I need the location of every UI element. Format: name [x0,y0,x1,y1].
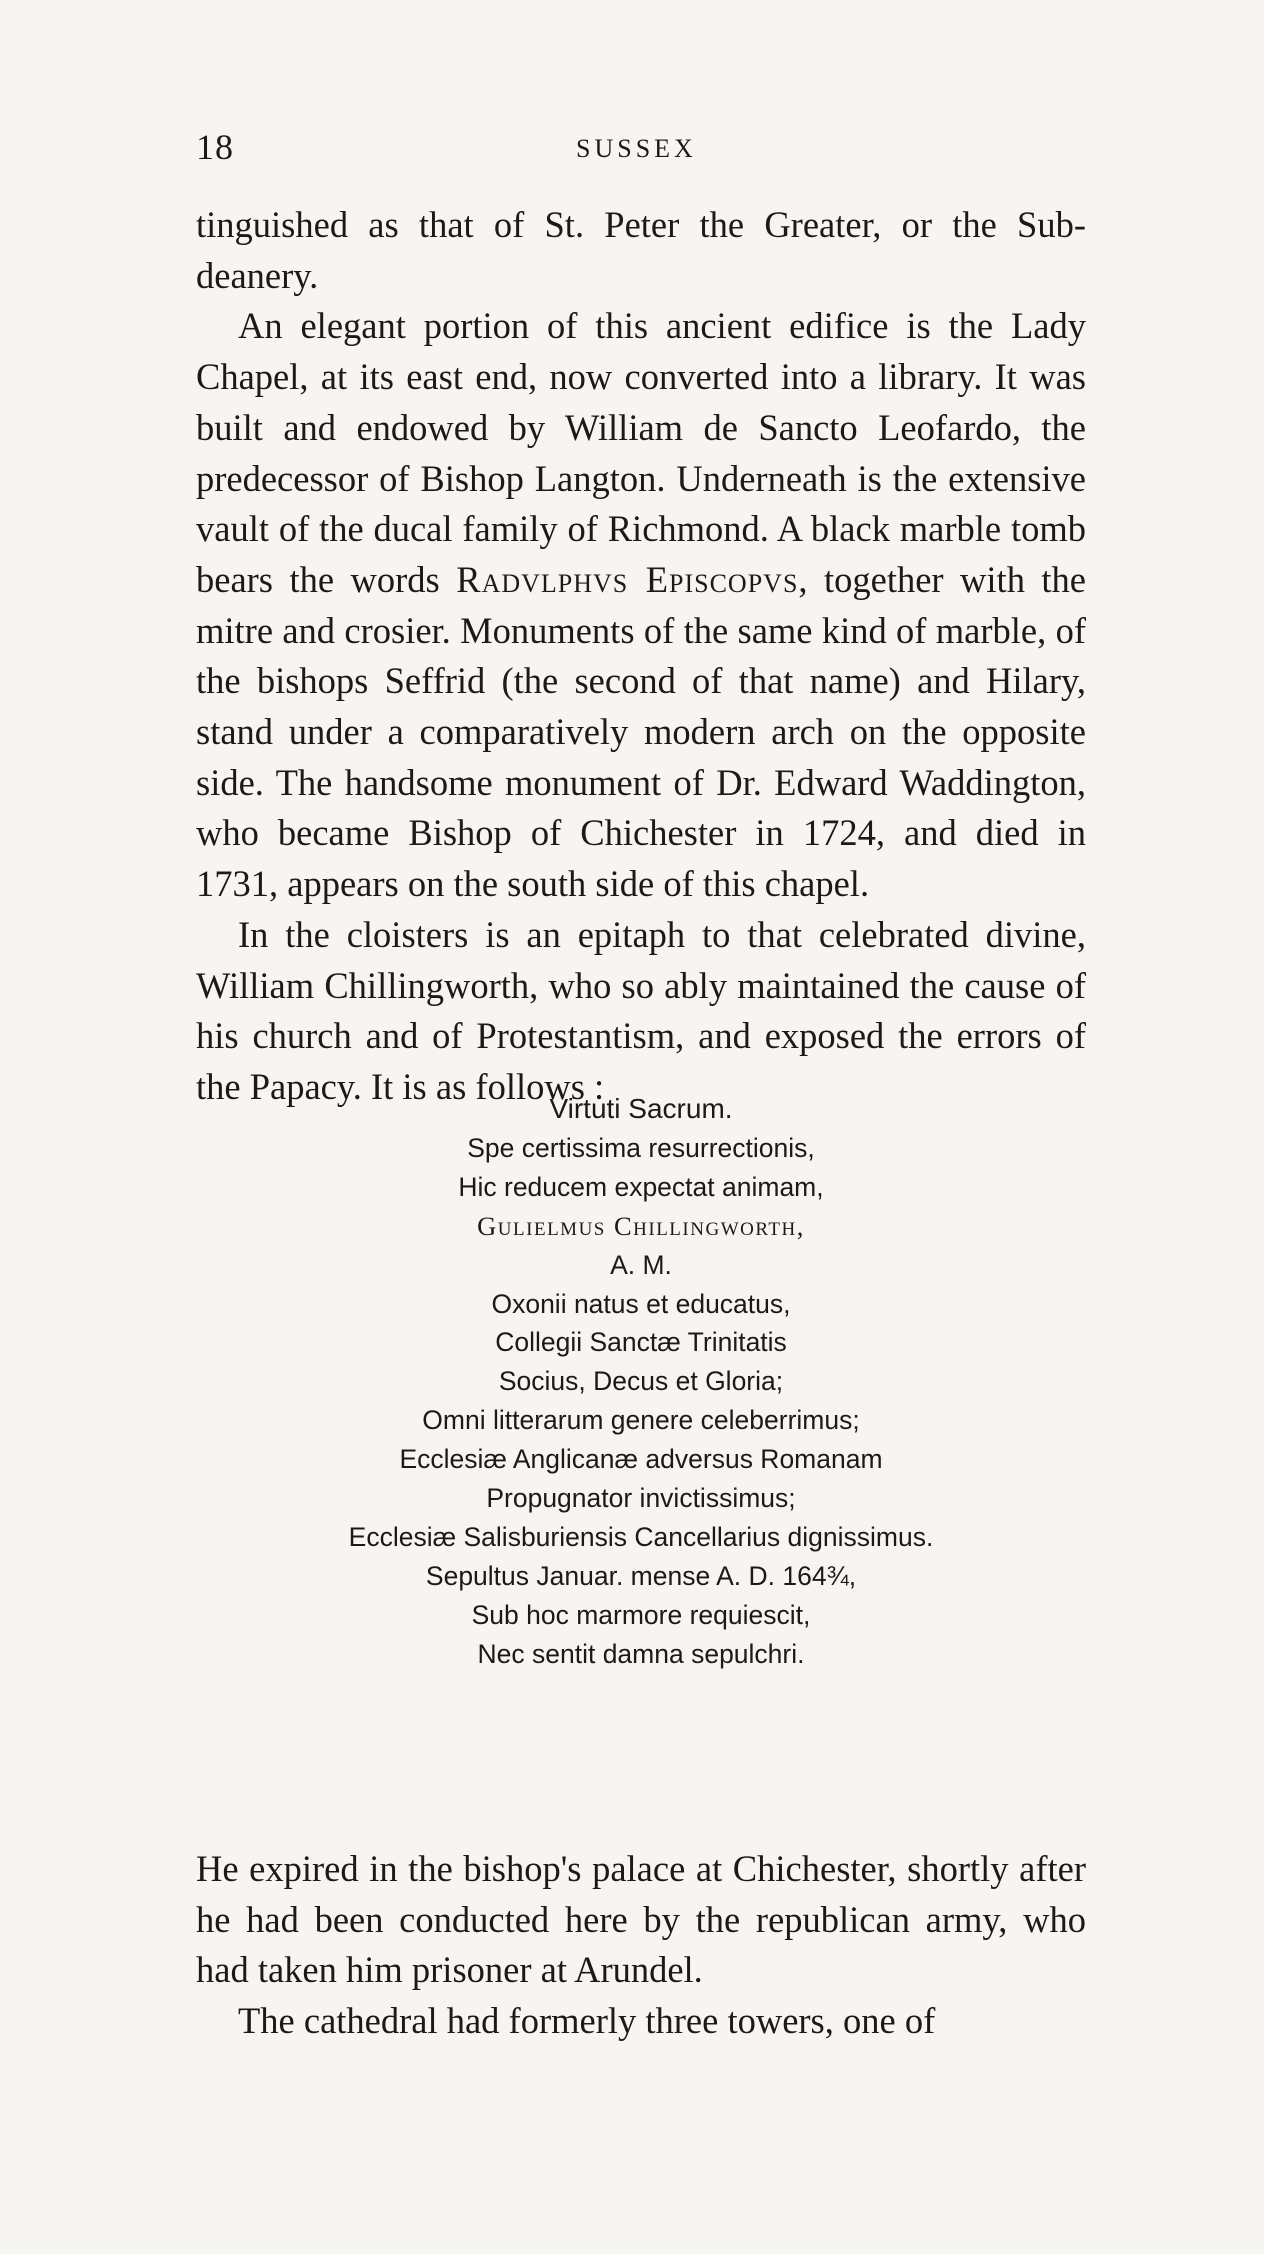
paragraph-lady-chapel-text-b: , together with the mitre and crosier. Monuments of the same kind of marble, of the bishops Seffrid (the second of that name) and Hilary, stand under a comparatively modern arch on the opposite side. The handsome monument of Dr. Edward Waddington, who became Bishop of Chichester in 1724, and died in 1731, appears on the south side of this chapel. [196,558,1086,905]
paragraph-continuation: tinguished as that of St. Peter the Greater, or the Sub-deanery. [196,204,1086,296]
page-number: 18 [196,127,234,167]
running-head [196,126,1086,176]
epitaph-line: Hic reducem expectat animam, [458,1171,824,1202]
body-text-top [196,200,1086,1113]
epitaph-line: Sepultus Januar. mense A. D. 164¾, [425,1560,857,1591]
paragraph-cloisters: In the cloisters is an epitaph to that celebrated divine, William Chillingworth, who so ably maintained the cause of his church and of Protestantism, and exposed the errors of the Papacy. It is as follows : [196,913,1086,1107]
paragraph-lady-chapel-text-a: An elegant portion of this ancient edifice is the Lady Chapel, at its east end, now converted into a library. It was built and endowed by William de Sancto Leofardo, the predecessor of Bishop Langton. Underneath is the extensive vault of the ducal family of Richmond. A black marble tomb bears the words [196,305,1086,600]
epitaph-line-name: Gulielmus Chillingworth, [477,1210,805,1241]
epitaph-line: Oxonii natus et educatus, [491,1288,791,1319]
epitaph-line: Collegii Sanctæ Trinitatis [495,1327,787,1358]
epitaph-line: Socius, Decus et Gloria; [498,1366,784,1397]
tomb-inscription: Radvlphvs Episcopvs [456,558,799,600]
paragraph-towers: The cathedral had formerly three towers, one of [238,2000,936,2042]
epitaph-line: Spe certissima resurrectionis, [467,1132,815,1163]
epitaph-line: Propugnator invictissimus; [486,1483,796,1514]
epitaph-line: Nec sentit damna sepulchri. [477,1638,805,1669]
body-text-bottom [196,1844,1086,2047]
epitaph-line: Virtuti Sacrum. [549,1093,733,1124]
epitaph-line: A. M. [610,1249,672,1280]
paragraph-death: He expired in the bishop's palace at Chichester, shortly after he had been conducted here by the republican army, who had taken him prisoner at Arundel. [196,1848,1086,1991]
epitaph-line: Ecclesiæ Salisburiensis Cancellarius dignissimus. [348,1521,934,1552]
epitaph-line: Ecclesiæ Anglicanæ adversus Romanam [399,1444,883,1475]
epitaph-block [196,1090,1086,1674]
epitaph-line: Omni litterarum genere celeberrimus; [422,1405,860,1436]
epitaph-line: Sub hoc marmore requiescit, [471,1599,811,1630]
paragraph-lady-chapel [196,301,1086,909]
running-title: SUSSEX [576,134,697,163]
